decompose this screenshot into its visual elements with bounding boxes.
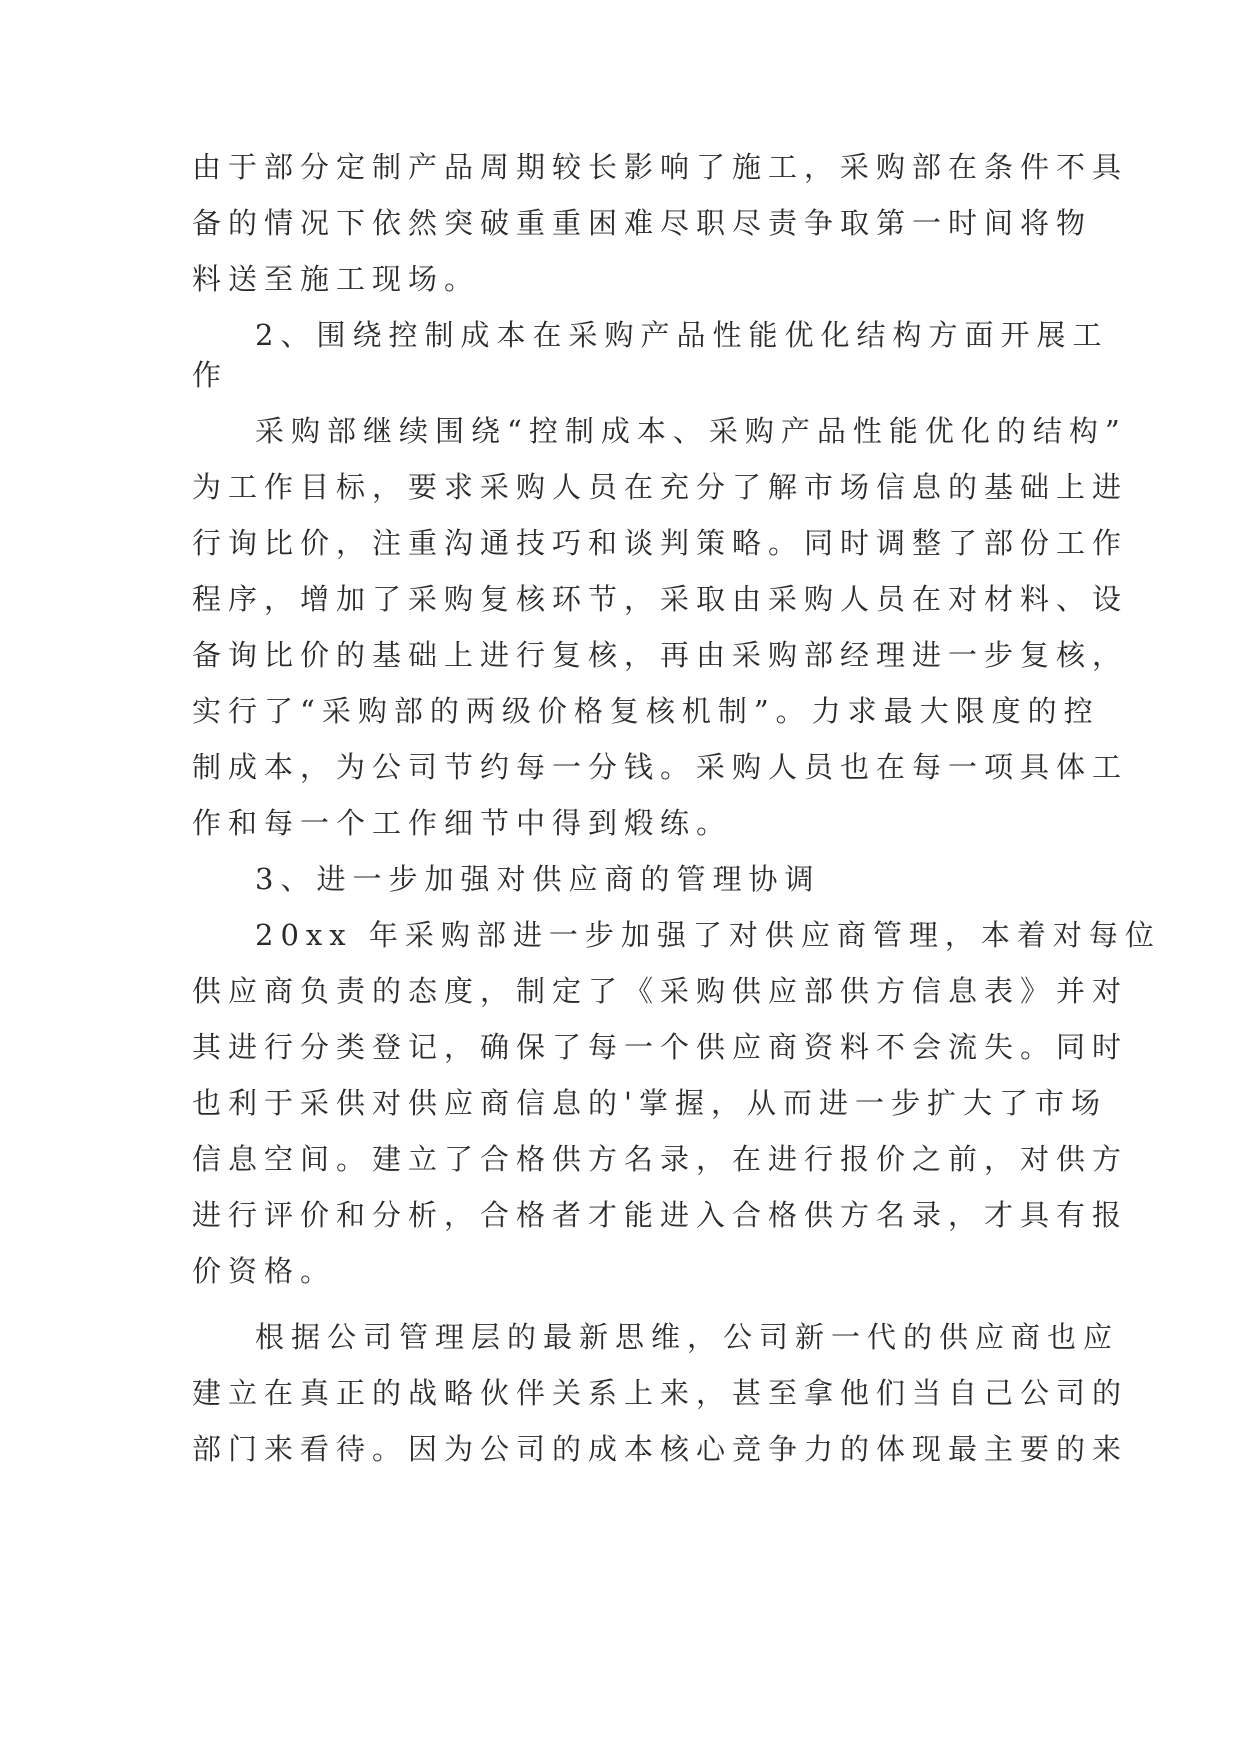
text-line: 供应商负责的态度，制定了《采购供应部供方信息表》并对	[192, 974, 1129, 1008]
text-line: 进行评价和分析，合格者才能进入合格供方名录，才具有报	[192, 1198, 1129, 1232]
text-line: 为工作目标，要求采购人员在充分了解市场信息的基础上进	[192, 470, 1129, 504]
text-line: 价资格。	[192, 1254, 337, 1288]
text-line: 也利于采供对供应商信息的'掌握，从而进一步扩大了市场	[192, 1086, 1107, 1120]
text-line: 由于部分定制产品周期较长影响了施工，采购部在条件不具	[192, 150, 1129, 184]
text-line: 程序，增加了采购复核环节，采取由采购人员在对材料、设	[192, 582, 1129, 616]
text-line: 信息空间。建立了合格供方名录，在进行报价之前，对供方	[192, 1142, 1129, 1176]
text-line: 制成本，为公司节约每一分钱。采购人员也在每一项具体工	[192, 750, 1129, 784]
text-line: 备的情况下依然突破重重困难尽职尽责争取第一时间将物	[192, 206, 1093, 240]
paragraph-start-line: 根据公司管理层的最新思维，公司新一代的供应商也应	[255, 1320, 1120, 1354]
text-line: 料送至施工现场。	[192, 262, 481, 296]
text-line: 建立在真正的战略伙伴关系上来，甚至拿他们当自己公司的	[192, 1376, 1129, 1410]
paragraph-start-line: 20xx 年采购部进一步加强了对供应商管理，本着对每位	[255, 918, 1161, 952]
text-line: 部门来看待。因为公司的成本核心竞争力的体现最主要的来	[192, 1432, 1129, 1466]
text-line: 实行了“采购部的两级价格复核机制”。力求最大限度的控	[192, 694, 1100, 728]
text-line: 其进行分类登记，确保了每一个供应商资料不会流失。同时	[192, 1030, 1129, 1064]
text-line: 备询比价的基础上进行复核，再由采购部经理进一步复核，	[192, 638, 1129, 672]
text-line: 行询比价，注重沟通技巧和谈判策略。同时调整了部份工作	[192, 526, 1129, 560]
paragraph-start-line: 采购部继续围绕“控制成本、采购产品性能优化的结构”	[255, 414, 1127, 448]
text-line: 作和每一个工作细节中得到煅练。	[192, 806, 733, 840]
text-line: 作	[192, 358, 229, 392]
section-heading: 3、进一步加强对供应商的管理协调	[255, 862, 821, 896]
section-heading: 2、围绕控制成本在采购产品性能优化结构方面开展工	[255, 318, 1109, 352]
